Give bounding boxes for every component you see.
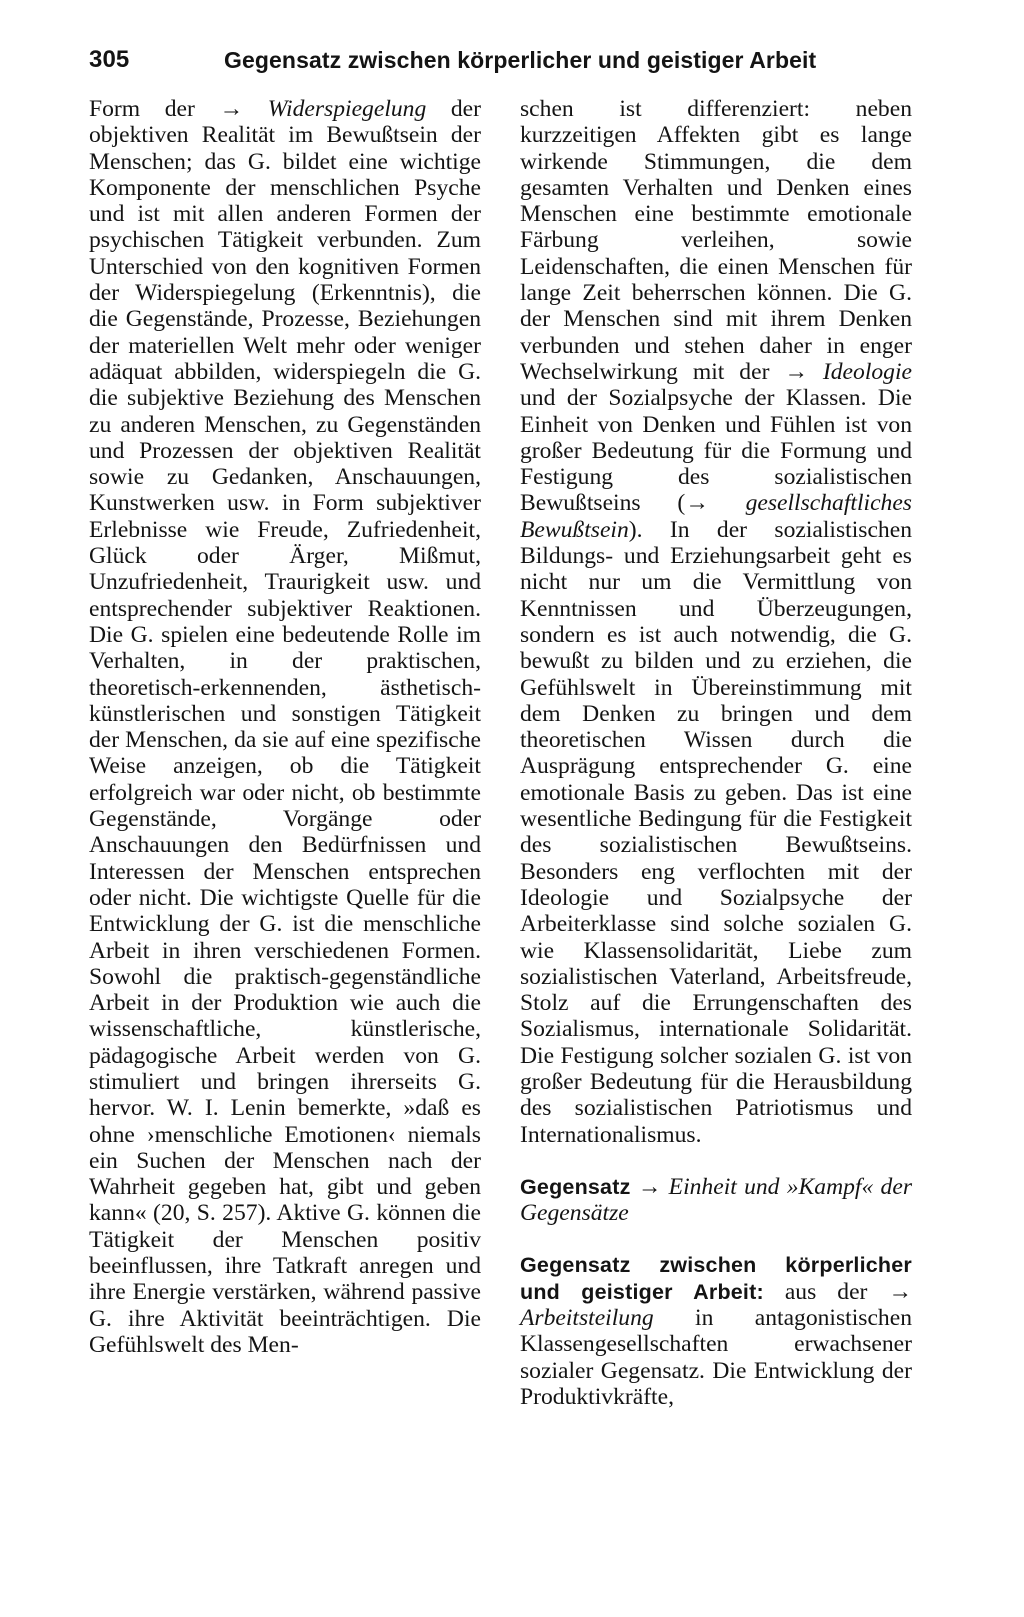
cross-reference-arbeitsteilung: Arbeitsteilung — [520, 1305, 654, 1332]
page-number: 305 — [89, 46, 130, 73]
gefuehl-entry-text — [89, 96, 481, 1358]
text-segment: aus der → — [763, 1278, 912, 1305]
entry-headword: Gegensatz — [520, 1174, 631, 1199]
cross-reference-widerspiegelung: Widerspiegelung — [267, 96, 427, 122]
cross-reference-ideologie: Ideologie — [822, 358, 912, 385]
text-segment: → — [630, 1173, 669, 1200]
gegensatz-entry — [520, 1174, 912, 1227]
text-segment: in antagonistischen Klassengesellschaften erwachsener sozialer Gegensatz. Die Entwicklung der Produktivkräfte, — [520, 1305, 912, 1410]
text-segment: und der Sozialpsyche der Klassen. Die Einheit von Denken und Fühlen ist von großer Bedeutung für die Formung und Festigung des sozialistischen Bewußtseins (→ — [520, 385, 912, 517]
entry-headword: Gegensatz zwischen körperlicher und geistiger Arbeit: — [520, 1253, 912, 1304]
text-segment: der objektiven Realität im Bewußtsein der Menschen; das G. bildet eine wichtige Komponente der menschlichen Psyche und ist mit allen anderen Formen der psychischen Tätigkeit verbunden. Zum Unterschied von den kognitiven Formen der Widerspiegelung (Erkenntnis), die die Gegenstände, Prozesse, Beziehungen der materiellen Welt mehr oder weniger adäquat abbilden, widerspiegeln die G. die subjektive Beziehung des Menschen zu anderen Menschen, zu Gegenständen und Prozessen der objektiven Realität sowie zu Gedanken, Anschauungen, Kunstwerken usw. in Form subjektiver Erlebnisse wie Freude, Zufriedenheit, Glück oder Ärger, Mißmut, Unzufriedenheit, Traurigkeit usw. und entsprechender subjektiver Reaktionen. Die G. spielen eine bedeutende Rolle im Verhalten, in der praktischen, theoretisch-erkennenden, ästhetisch-künstlerischen und sonstigen Tätigkeit der Menschen, da sie auf eine spezifische Weise anzeigen, ob die Tätigkeit erfolgreich war oder nicht, ob bestimmte Gegenstände, Vorgänge oder Anschauungen den Bedürfnissen und Interessen der Menschen entsprechen oder nicht. Die wichtigste Quelle für die Entwicklung der G. ist die menschliche Arbeit in ihren verschiedenen Formen. Sowohl die praktisch-gegenständliche Arbeit in der Produktion wie auch die wissenschaftliche, künstlerische, pädagogische Arbeit werden von G. stimuliert und bringen ihrerseits G. hervor. W. I. Lenin bemerkte, »daß es ohne ›menschliche Emotionen‹ niemals ein Suchen der Menschen nach der Wahrheit gegeben hat, gibt und geben kann« (20, S. 257). Aktive G. können die Tätigkeit der Menschen positiv beeinflussen, ihre Tatkraft anregen und ihre Energie verstärken, während passive G. ihre Aktivität beeinträchtigen. Die Gefühlswelt des Men- — [89, 96, 482, 1358]
text-segment: ). In der sozialistischen Bildungs- und Erziehungsarbeit geht es nicht nur um die Vermittlung von Kenntnissen und Überzeugungen, sondern es ist auch notwendig, die G. bewußt zu bilden und zu erziehen, die Gefühlswelt in Übereinstimmung mit dem Denken zu bringen und dem theoretischen Wissen durch die Ausprägung entsprechender G. eine emotionale Basis zu geben. Das ist eine wesentliche Bedingung für die Festigkeit des sozialistischen Bewußtseins. Besonders eng verflochten mit der Ideologie und Sozialpsyche der Arbeiterklasse sind solche sozialen G. wie Klassensolidarität, Liebe zum sozialistischen Vaterland, Arbeitsfreude, Stolz auf die Errungenschaften des Sozialismus, internationale Solidarität. Die Festigung solcher sozialen G. ist von großer Bedeutung für die Herausbildung des sozialistischen Patriotismus und Internationalismus. — [520, 516, 912, 1148]
gegensatz-arbeit-entry — [520, 1252, 912, 1410]
cross-reference-bewusstsein: gesellschaftliches Bewußtsein — [520, 490, 912, 543]
right-column — [520, 96, 912, 1410]
text-segment: schen ist differenziert: neben kurzzeitigen Affekten gibt es lange wirkende Stimmungen, die dem gesamten Verhalten und Denken eines Menschen eine bestimmte emotionale Färbung verleihen, sowie Leidenschaften, die einen Menschen für lange Zeit beherrschen können. Die G. der Menschen sind mit ihrem Denken verbunden und stehen daher in enger Wechselwirkung mit der → — [520, 96, 912, 385]
gefuehl-entry-continuation — [520, 96, 912, 1148]
running-title: Gegensatz zwischen körperlicher und geistiger Arbeit — [224, 46, 817, 73]
left-column — [89, 96, 481, 1358]
cross-reference-einheit-und-kampf: Einheit und »Kampf« der Gegensätze — [520, 1173, 912, 1227]
page-header — [89, 40, 911, 80]
text-segment: Form der → — [89, 96, 268, 122]
